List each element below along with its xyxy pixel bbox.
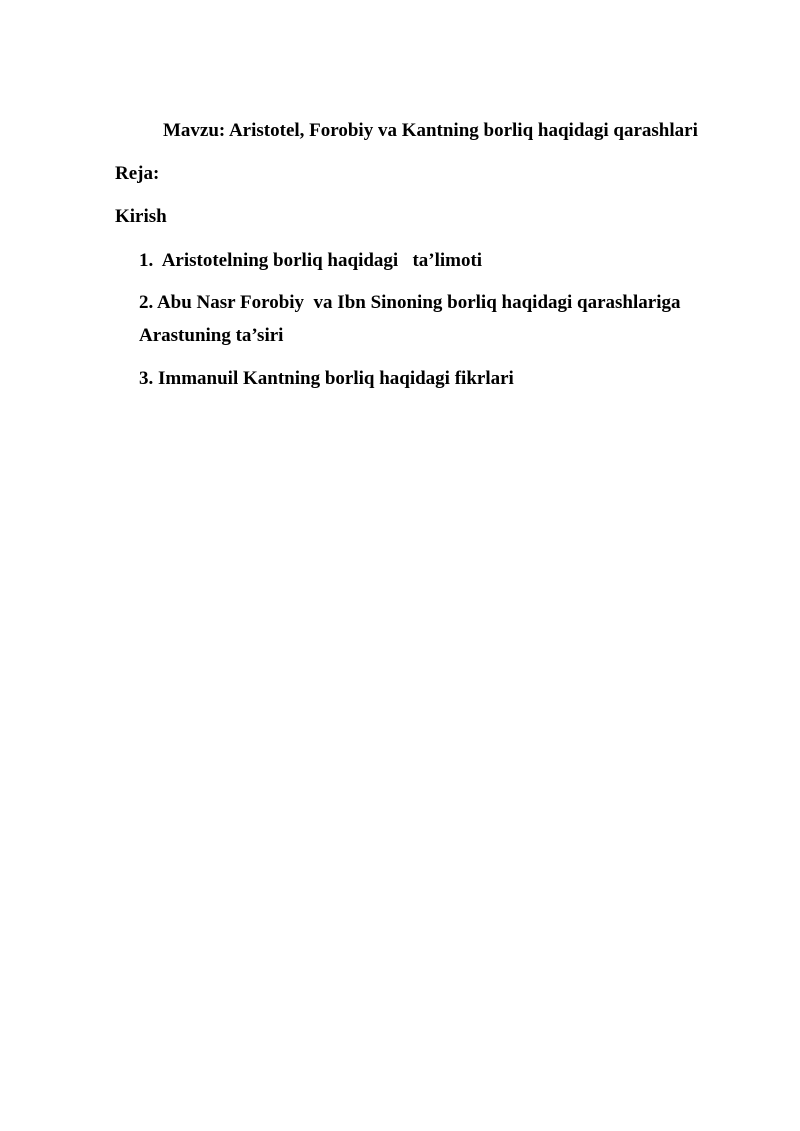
list-item: 3. Immanuil Kantning borliq haqidagi fikrlari (139, 368, 514, 389)
plan-heading: Reja: (115, 163, 160, 184)
document-title: Mavzu: Aristotel, Forobiy va Kantning borliq haqidagi qarashlari (163, 120, 698, 141)
list-item: 1. Aristotelning borliq haqidagi ta’limoti (139, 250, 483, 271)
list-item-continuation: Arastuning ta’siri (139, 325, 284, 346)
intro-item: Kirish (115, 206, 167, 227)
list-item: 2. Abu Nasr Forobiy va Ibn Sinoning borliq haqidagi qarashlariga (139, 292, 681, 313)
